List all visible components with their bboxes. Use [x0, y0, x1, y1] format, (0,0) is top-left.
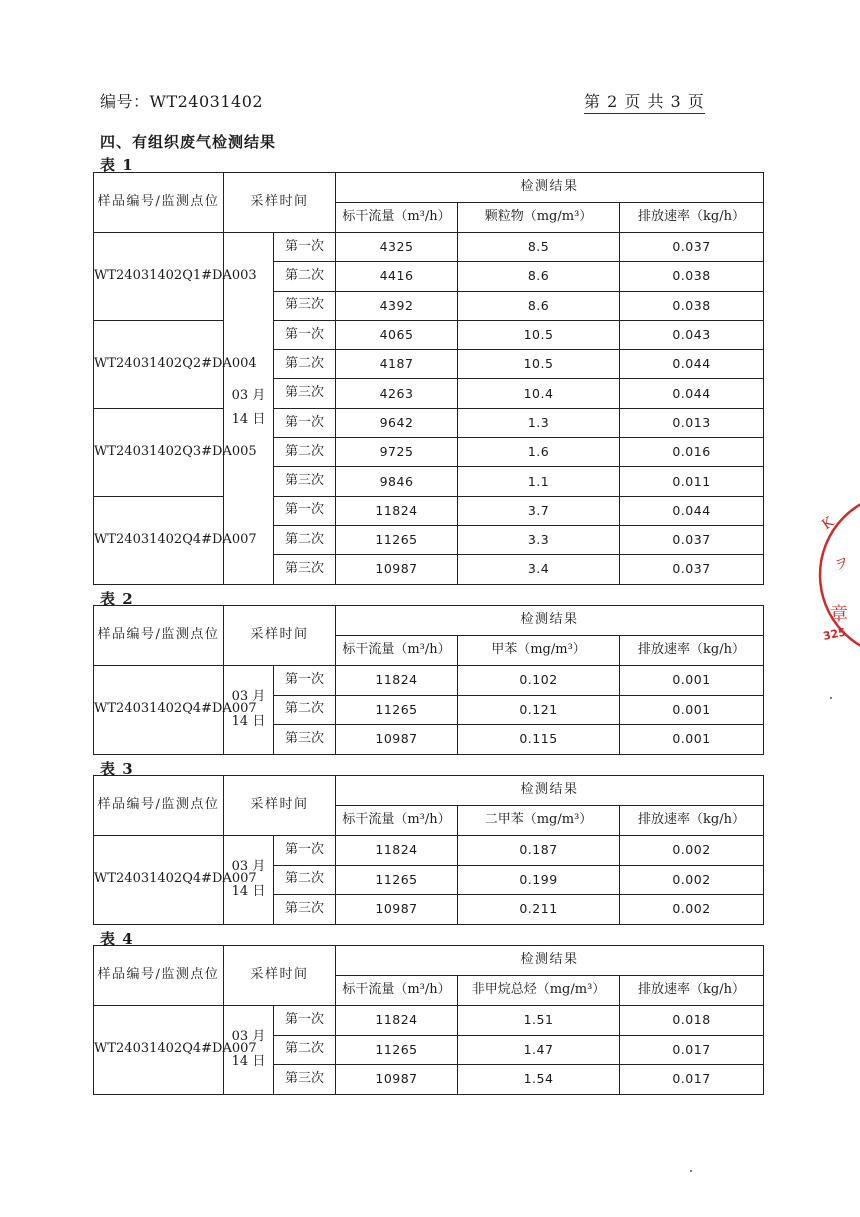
- round-label: 第一次: [274, 496, 336, 525]
- sample-date: 03 月 14 日: [224, 836, 274, 925]
- round-label: 第一次: [274, 233, 336, 262]
- round-label: 第三次: [274, 467, 336, 496]
- rate-value: 0.044: [620, 496, 764, 525]
- conc-value: 1.51: [458, 1006, 620, 1036]
- round-label: 第一次: [274, 1006, 336, 1036]
- page-info: 第 2 页 共 3 页: [584, 89, 705, 114]
- rate-value: 0.002: [620, 836, 764, 866]
- round-label: 第一次: [274, 320, 336, 349]
- seal-number: 325: [821, 625, 848, 643]
- svg-text:ヲ: ヲ: [832, 554, 851, 574]
- conc-value: 3.3: [458, 525, 620, 554]
- conc-value: 1.1: [458, 467, 620, 496]
- header-results: 检测结果: [336, 173, 764, 203]
- header-pollutant: 非甲烷总烃（mg/m³）: [458, 976, 620, 1006]
- header-time: 采样时间: [224, 946, 336, 1006]
- flow-value: 11824: [336, 836, 458, 866]
- rate-value: 0.038: [620, 291, 764, 320]
- sample-id: WT24031402Q4#DA007: [94, 836, 224, 925]
- conc-value: 0.115: [458, 725, 620, 755]
- flow-value: 4416: [336, 262, 458, 291]
- rate-value: 0.011: [620, 467, 764, 496]
- rate-value: 0.017: [620, 1035, 764, 1065]
- scan-speck: [830, 697, 832, 699]
- rate-value: 0.037: [620, 233, 764, 262]
- round-label: 第二次: [274, 350, 336, 379]
- round-label: 第二次: [274, 695, 336, 725]
- rate-value: 0.037: [620, 555, 764, 584]
- official-seal: [806, 490, 860, 660]
- header-sample: 样品编号/监测点位: [94, 606, 224, 666]
- conc-value: 0.199: [458, 865, 620, 895]
- sample-id: WT24031402Q4#DA007: [94, 1006, 224, 1095]
- result-table-2: [93, 605, 764, 755]
- header-pollutant: 甲苯（mg/m³）: [458, 636, 620, 666]
- flow-value: 11824: [336, 496, 458, 525]
- header-flow: 标干流量（m³/h）: [336, 203, 458, 233]
- conc-value: 3.7: [458, 496, 620, 525]
- flow-value: 4187: [336, 350, 458, 379]
- section-title: 四、有组织废气检测结果: [100, 133, 277, 151]
- flow-value: 10987: [336, 895, 458, 925]
- conc-value: 1.47: [458, 1035, 620, 1065]
- sample-id: WT24031402Q4#DA007: [94, 496, 224, 584]
- flow-value: 9725: [336, 438, 458, 467]
- seal-char: 章: [830, 604, 848, 625]
- conc-value: 0.102: [458, 666, 620, 696]
- conc-value: 8.6: [458, 262, 620, 291]
- sample-id: WT24031402Q4#DA007: [94, 666, 224, 755]
- round-label: 第二次: [274, 262, 336, 291]
- rate-value: 0.001: [620, 695, 764, 725]
- rate-value: 0.001: [620, 666, 764, 696]
- flow-value: 11265: [336, 695, 458, 725]
- header-results: 检测结果: [336, 946, 764, 976]
- sample-id: WT24031402Q2#DA004: [94, 320, 224, 408]
- header-results: 检测结果: [336, 776, 764, 806]
- conc-value: 8.5: [458, 233, 620, 262]
- rate-value: 0.016: [620, 438, 764, 467]
- round-label: 第三次: [274, 1065, 336, 1095]
- header-time: 采样时间: [224, 776, 336, 836]
- round-label: 第三次: [274, 895, 336, 925]
- rate-value: 0.043: [620, 320, 764, 349]
- sample-date: 03 月 14 日: [224, 666, 274, 755]
- svg-text:K: K: [819, 514, 837, 534]
- rate-value: 0.038: [620, 262, 764, 291]
- seal-graphic: [806, 490, 860, 660]
- round-label: 第一次: [274, 408, 336, 437]
- round-label: 第三次: [274, 379, 336, 408]
- round-label: 第二次: [274, 1035, 336, 1065]
- table-label-2: 表 2: [100, 590, 134, 608]
- sample-id: WT24031402Q1#DA003: [94, 233, 224, 321]
- flow-value: 11824: [336, 1006, 458, 1036]
- header-flow: 标干流量（m³/h）: [336, 636, 458, 666]
- conc-value: 0.121: [458, 695, 620, 725]
- table-label-1: 表 1: [100, 156, 134, 174]
- conc-value: 10.5: [458, 320, 620, 349]
- header-rate: 排放速率（kg/h）: [620, 203, 764, 233]
- header-flow: 标干流量（m³/h）: [336, 976, 458, 1006]
- sample-date: 03 月 14 日: [224, 233, 274, 585]
- rate-value: 0.018: [620, 1006, 764, 1036]
- header-time: 采样时间: [224, 606, 336, 666]
- conc-value: 0.211: [458, 895, 620, 925]
- flow-value: 11265: [336, 1035, 458, 1065]
- round-label: 第一次: [274, 666, 336, 696]
- table-label-4: 表 4: [100, 930, 134, 948]
- header-time: 采样时间: [224, 173, 336, 233]
- result-table-4: [93, 945, 764, 1095]
- round-label: 第二次: [274, 438, 336, 467]
- result-table-3: [93, 775, 764, 925]
- header-flow: 标干流量（m³/h）: [336, 806, 458, 836]
- round-label: 第一次: [274, 836, 336, 866]
- rate-value: 0.001: [620, 725, 764, 755]
- flow-value: 11824: [336, 666, 458, 696]
- header-pollutant: 颗粒物（mg/m³）: [458, 203, 620, 233]
- header-sample: 样品编号/监测点位: [94, 776, 224, 836]
- conc-value: 10.5: [458, 350, 620, 379]
- header-results: 检测结果: [336, 606, 764, 636]
- header-rate: 排放速率（kg/h）: [620, 976, 764, 1006]
- rate-value: 0.044: [620, 350, 764, 379]
- rate-value: 0.002: [620, 895, 764, 925]
- round-label: 第三次: [274, 555, 336, 584]
- table-label-3: 表 3: [100, 760, 134, 778]
- conc-value: 0.187: [458, 836, 620, 866]
- result-table-1: [93, 172, 764, 585]
- sample-id: WT24031402Q3#DA005: [94, 408, 224, 496]
- header-sample: 样品编号/监测点位: [94, 946, 224, 1006]
- flow-value: 11265: [336, 865, 458, 895]
- header-sample: 样品编号/监测点位: [94, 173, 224, 233]
- header-rate: 排放速率（kg/h）: [620, 806, 764, 836]
- flow-value: 4392: [336, 291, 458, 320]
- flow-value: 4325: [336, 233, 458, 262]
- rate-value: 0.037: [620, 525, 764, 554]
- flow-value: 10987: [336, 725, 458, 755]
- round-label: 第二次: [274, 865, 336, 895]
- doc-number: 编号：WT24031402: [100, 92, 264, 111]
- scan-speck: [690, 1170, 692, 1172]
- rate-value: 0.017: [620, 1065, 764, 1095]
- flow-value: 4263: [336, 379, 458, 408]
- round-label: 第二次: [274, 525, 336, 554]
- conc-value: 8.6: [458, 291, 620, 320]
- rate-value: 0.044: [620, 379, 764, 408]
- round-label: 第三次: [274, 725, 336, 755]
- conc-value: 1.6: [458, 438, 620, 467]
- round-label: 第三次: [274, 291, 336, 320]
- header-pollutant: 二甲苯（mg/m³）: [458, 806, 620, 836]
- flow-value: 4065: [336, 320, 458, 349]
- conc-value: 1.3: [458, 408, 620, 437]
- conc-value: 10.4: [458, 379, 620, 408]
- rate-value: 0.002: [620, 865, 764, 895]
- flow-value: 10987: [336, 1065, 458, 1095]
- flow-value: 11265: [336, 525, 458, 554]
- sample-date: 03 月 14 日: [224, 1006, 274, 1095]
- flow-value: 10987: [336, 555, 458, 584]
- header-rate: 排放速率（kg/h）: [620, 636, 764, 666]
- flow-value: 9846: [336, 467, 458, 496]
- rate-value: 0.013: [620, 408, 764, 437]
- flow-value: 9642: [336, 408, 458, 437]
- conc-value: 3.4: [458, 555, 620, 584]
- conc-value: 1.54: [458, 1065, 620, 1095]
